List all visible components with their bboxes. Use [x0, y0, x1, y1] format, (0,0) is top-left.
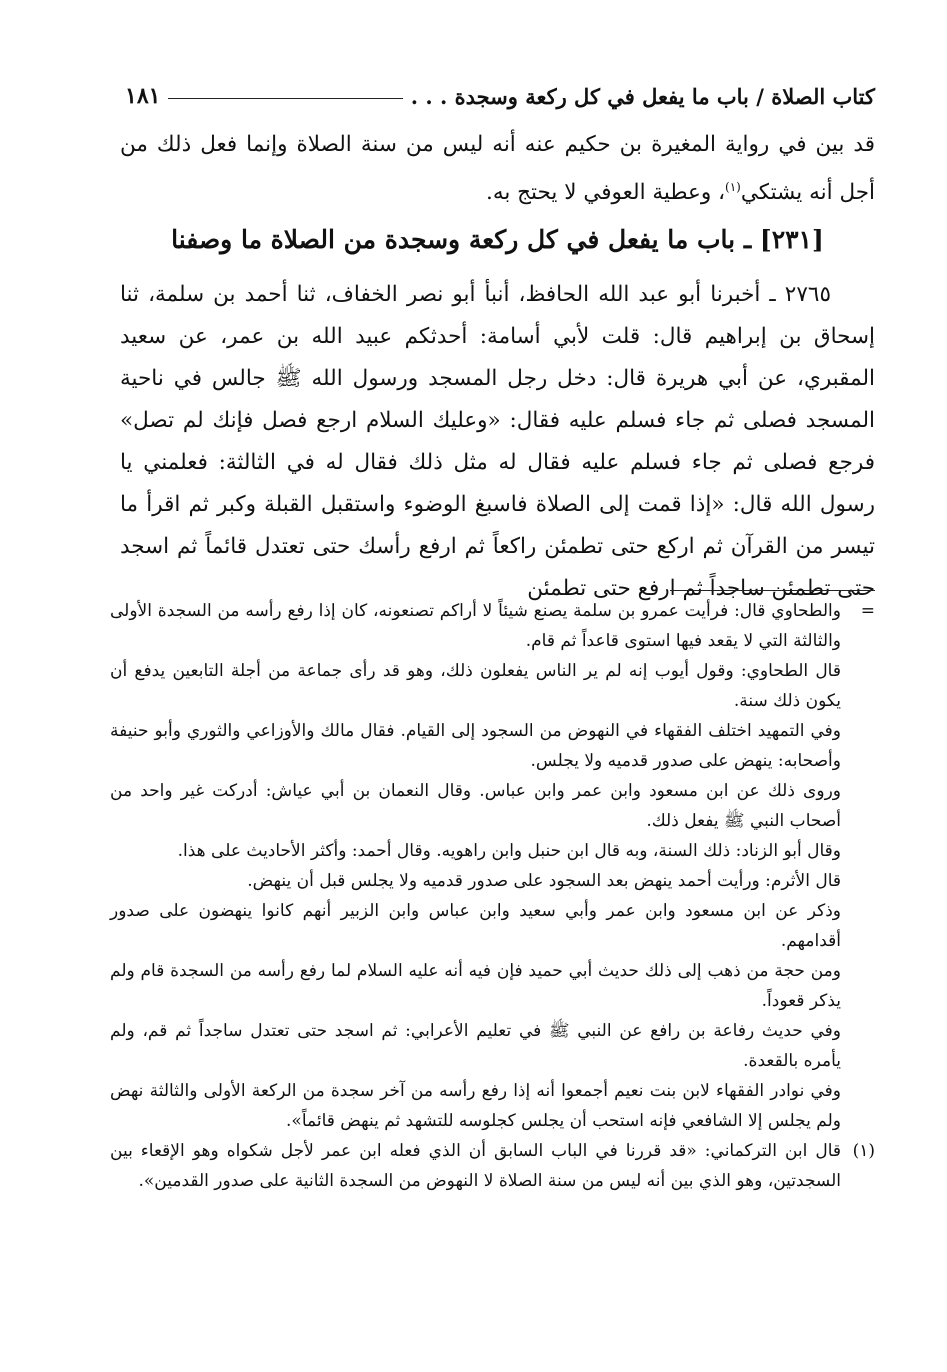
header-rule [168, 98, 402, 99]
footnote [110, 1016, 875, 1076]
footnote-marker: (١) [852, 1141, 875, 1161]
footnote [110, 1136, 875, 1196]
footnote-text: والطحاوي قال: فرأيت عمرو بن سلمة يصنع شيئاً لا أراكم تصنعونه، كان إذا رفع رأسه من السجدة الأولى والثالثة التي لا يقعد فيها استوى قاعداً ثم قام. [110, 601, 841, 651]
footnote [110, 836, 875, 866]
footnote-marker [841, 716, 875, 776]
footnote-marker [841, 956, 875, 1016]
footnote-marker [841, 866, 875, 896]
footnote-marker [841, 836, 875, 866]
footnote-text: وفي التمهيد اختلف الفقهاء في النهوض من السجود إلى القيام. فقال مالك والأوزاعي والثوري وأبو حنيفة وأصحابه: ينهض على صدور قدميه ولا يجلس. [110, 721, 841, 771]
footnote-text: قال الطحاوي: وقول أيوب إنه لم ير الناس يفعلون ذلك، وهو قد رأى جماعة من أجلة التابعين يدفع أن يكون ذلك سنة. [110, 661, 841, 711]
footnote-text: وروى ذلك عن ابن مسعود وابن عمر وابن عباس. وقال النعمان بن أبي عياش: أدركت غير واحد من أصحاب النبي ﷺ يفعل ذلك. [110, 781, 841, 831]
footnotes [110, 596, 875, 1196]
footnote [110, 596, 875, 656]
intro-text: قد بين في رواية المغيرة بن حكيم عنه أنه ليس من سنة الصلاة وإنما فعل ذلك من أجل أنه يشتكي [120, 132, 875, 206]
intro-tail: ، وعطية العوفي لا يحتج به. [486, 180, 726, 206]
footnote-text: قال ابن التركماني: «قد قررنا في الباب السابق أن الذي فعله ابن عمر لأجل شكواه وهو الإقعاء بين السجدتين، وهو الذي بين أنه ليس من سنة الصلاة لا النهوض من السجدة الثانية على صدور القدمين». [110, 1141, 841, 1191]
footnote-marker [841, 896, 875, 956]
footnote-text: وفي نوادر الفقهاء لابن بنت نعيم أجمعوا أنه إذا رفع رأسه من آخر سجدة من الركعة الأولى والثالثة نهض ولم يجلس إلا الشافعي فإنه استحب أن يجلس كجلوسه للتشهد ثم ينهض قائماً». [110, 1081, 841, 1131]
footnote-marker: = [860, 601, 875, 621]
hadith-paragraph: ٢٧٦٥ ـ أخبرنا أبو عبد الله الحافظ، أنبأ أبو نصر الخفاف، ثنا أحمد بن سلمة، ثنا إسحاق بن إبراهيم قال: قلت لأبي أسامة: أحدثكم عبيد الله بن عمر، عن سعيد المقبري، عن أبي هريرة قال: دخل رجل المسجد ورسول الله ﷺ جالس في ناحية المسجد فصلى ثم جاء فسلم عليه فقال: «وعليك السلام ارجع فصل فإنك لم تصل» فرجع فصلى ثم جاء فسلم عليه فقال له مثل ذلك فقال له في الثالثة: فعلمني يا رسول الله قال: «إذا قمت إلى الصلاة فاسبغ الوضوء واستقبل القبلة وكبر ثم اقرأ ما تيسر من القرآن ثم اركع حتى تطمئن راكعاً ثم ارفع رأسك حتى تعتدل قائماً ثم اسجد حتى تطمئن ساجداً ثم ارفع حتى تطمئن [120, 282, 875, 602]
main-text [120, 124, 875, 610]
footnote [110, 656, 875, 716]
footnote-ref[interactable]: (١) [725, 180, 741, 194]
footnote-marker [841, 776, 875, 836]
footnote-text: قال الأثرم: ورأيت أحمد ينهض بعد السجود على صدور قدميه ولا يجلس قبل أن ينهض. [247, 871, 841, 891]
footnote-text: وفي حديث رفاعة بن رافع عن النبي ﷺ في تعليم الأعرابي: ثم اسجد حتى تعتدل ساجداً ثم قم، ولم يأمره بالقعدة. [110, 1021, 841, 1071]
footnote [110, 866, 875, 896]
running-title: كتاب الصلاة / باب ما يفعل في كل ركعة وسجدة . . . [410, 83, 875, 109]
footnote [110, 776, 875, 836]
intro-paragraph [120, 124, 875, 214]
footnote-text: ومن حجة من ذهب إلى ذلك حديث أبي حميد فإن فيه أنه عليه السلام لما رفع رأسه من السجدة قام ولم يذكر قعوداً. [110, 961, 841, 1011]
footnote-separator [670, 590, 875, 591]
page-number: ١٨١ [125, 83, 161, 109]
footnote [110, 896, 875, 956]
footnote [110, 1076, 875, 1136]
running-header [125, 80, 875, 112]
footnote-marker [841, 1016, 875, 1076]
footnote-text: وقال أبو الزناد: ذلك السنة، وبه قال ابن حنبل وابن راهويه. وقال أحمد: وأكثر الأحاديث على هذا. [177, 841, 841, 861]
footnote-marker [841, 656, 875, 716]
footnote [110, 716, 875, 776]
footnote [110, 956, 875, 1016]
footnote-marker [841, 1076, 875, 1136]
chapter-title: [٢٣١] ـ باب ما يفعل في كل ركعة وسجدة من الصلاة ما وصفنا [171, 225, 824, 255]
footnote-text: وذكر عن ابن مسعود وابن عمر وأبي سعيد وابن عباس وابن الزبير أنهم كانوا ينهضون على صدور أقدامهم. [110, 901, 841, 951]
